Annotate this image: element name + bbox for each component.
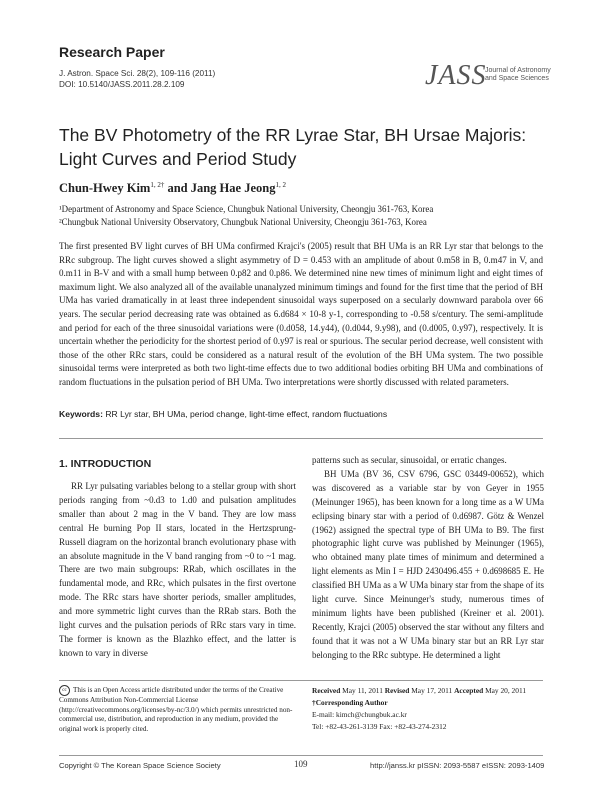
- right-column: [312, 454, 544, 663]
- abstract: [59, 240, 543, 390]
- phone-fax: Tel: +82-43-261-3139 Fax: +82-43-274-2312: [312, 722, 447, 731]
- journal-logo-subtitle: Journal of Astronomy and Space Sciences: [485, 67, 551, 82]
- corresponding-author-label: †Corresponding Author: [312, 698, 388, 707]
- body-paragraph: BH UMa (BV 36, CSV 6796, GSC 03449-00652), which was discovered as a variable star by von Geyer in 1955 (Meinunger 1965), has been known for a long time as a W UMa eclipsing binary star with a period of 0.d6987. Götz & Wenzel (1962) assigned the spectral type of BH UMa to B9. The first photographic light curve was published by Meinunger (1965), who obtained many plate times of minimum and determined a light elements as Min I = HJD 2430496.455 + 0.d698685 E. He classified BH UMa as a W UMa binary star from the shape of its light curve. Since Meinunger's study, numerous times of minimum lights have been published (Kreiner et al. 2001). Recently, Krajci (2005) observed the star without any filters and found that it was not a W UMa binary star but an RR Lyr star belonging to the RRc subtype. He determined a light: [312, 468, 544, 660]
- article-history: [312, 685, 544, 733]
- email[interactable]: E-mail: kimch@chungbuk.ac.kr: [312, 710, 407, 719]
- accepted-date: May 20, 2011: [483, 686, 527, 695]
- author-name: Chun-Hwey Kim: [59, 181, 151, 196]
- footer-divider: [59, 755, 543, 756]
- journal-logo: JASS: [425, 60, 487, 91]
- body-paragraph: RR Lyr pulsating variables belong to a stellar group with short periods ranging from ~0.d3 to 1.d0 and pulsation amplitudes smaller than about 2 mag in the V band. They are low mass central He burning Pop II stars, located in the Hertzsprung-Russell diagram on the horizontal branch evolutionary phase with an absolute magnitude in the V band ranging from ~0 to ~1 mag. There are two main subgroups: RRab, which oscillates in the fundamental mode, and RRc, which pulsates in the first overtone mode. The RRc stars have shorter periods, smaller amplitudes, and more symmetric light curves than the RRab stars. Both the light curves and the pulsation periods of RRc stars vary in time. The former is known as the Blazhko effect, and the latter is known to vary in diverse: [59, 481, 296, 658]
- dates-line: [312, 685, 544, 697]
- journal-url-issn[interactable]: http://janss.kr pISSN: 2093-5587 eISSN: 2093-1409: [370, 761, 545, 770]
- article-type: Research Paper: [59, 44, 165, 60]
- abstract-text: The first presented BV light curves of BH UMa confirmed Krajci's (2005) result that BH UMa is an RR Lyr star that belongs to the RRc subgroup. The light curves showed a slight asymmetry of D = 0.453 with an amplitude of about 0.m58 in B, 0.m47 in V, and 0.m11 in B-V and with a small hump between 0.p82 and 0.p86. We determined nine new times of minimum light and eight times of maximum light. We also analyzed all of the available unanalyzed minimum timings and found for the first time that the period of BH UMa has varied dramatically in at least three independent sinusoidal ways superposed on a secularly downward parabola over 66 years. The secular period decreasing rate was obtained as 6.d684 × 10-8 y-1, corresponding to -0.58 s/century. The semi-amplitude and period for each of the three sinusoidal variations were (0.d058, 14.y44), (0.d044, 9.y98), and (0.d005, 0.y97), respectively. It is uncertain whether the periodicity for the shortest period of 0.y97 is real or spurious. The secular period decrease, well consistent with those of the other RRc stars, could be considered as a natural result of the evolution of the BH UMa system. The two possible sinusoidal terms were interpreted as both two light-time effects due to two additional bodies orbiting BH UMa and combinations of random fluctuations in the pulsation period of BH UMa. Two interpretations were shortly discussed with related parameters.: [59, 241, 543, 387]
- accepted-label: Accepted: [454, 686, 484, 695]
- received-label: Received: [312, 686, 341, 695]
- section-heading: 1. INTRODUCTION: [59, 458, 152, 470]
- left-column: [59, 480, 296, 661]
- revised-date: May 17, 2011: [409, 686, 455, 695]
- author-affiliation-marker: 1, 2: [275, 181, 286, 189]
- affiliation: ¹Department of Astronomy and Space Science, Chungbuk National University, Cheongju 361-763, Korea: [59, 204, 434, 214]
- page-number: 109: [294, 759, 308, 769]
- keywords: [59, 409, 543, 419]
- license-notice: [59, 685, 296, 734]
- keywords-text: RR Lyr star, BH UMa, period change, light-time effect, random fluctuations: [102, 409, 388, 419]
- body-paragraph-continuation: patterns such as secular, sinusoidal, or erratic changes.: [312, 455, 507, 465]
- keywords-label: Keywords:: [59, 409, 103, 419]
- paper-title: The BV Photometry of the RR Lyrae Star, BH Ursae Majoris: Light Curves and Period Study: [59, 125, 527, 169]
- copyright: Copyright © The Korean Space Science Society: [59, 761, 221, 770]
- author-conjunction: and: [164, 181, 191, 196]
- divider: [59, 438, 543, 439]
- cc-icon: cc: [59, 685, 70, 696]
- author-affiliation-marker: 1, 2†: [150, 181, 165, 189]
- license-text: This is an Open Access article distributed under the terms of the Creative Commons Attribution Non-Commercial License (http://creativecommons.org/licenses/by-nc/3.0/) which permits unrestricted non-commercial use, distribution, and reproduction in any medium, provided the original work is properly cited.: [59, 686, 293, 733]
- revised-label: Revised: [384, 686, 410, 695]
- doi: DOI: 10.5140/JASS.2011.28.2.109: [59, 80, 185, 89]
- author-list: [59, 181, 286, 196]
- journal-reference: J. Astron. Space Sci. 28(2), 109-116 (2011): [59, 69, 216, 78]
- affiliation: ²Chungbuk National University Observatory, Chungbuk National University, Cheongju 361-763, Korea: [59, 217, 427, 227]
- author-name: Jang Hae Jeong: [190, 181, 276, 196]
- received-date: May 11, 2011: [340, 686, 385, 695]
- divider: [59, 680, 543, 681]
